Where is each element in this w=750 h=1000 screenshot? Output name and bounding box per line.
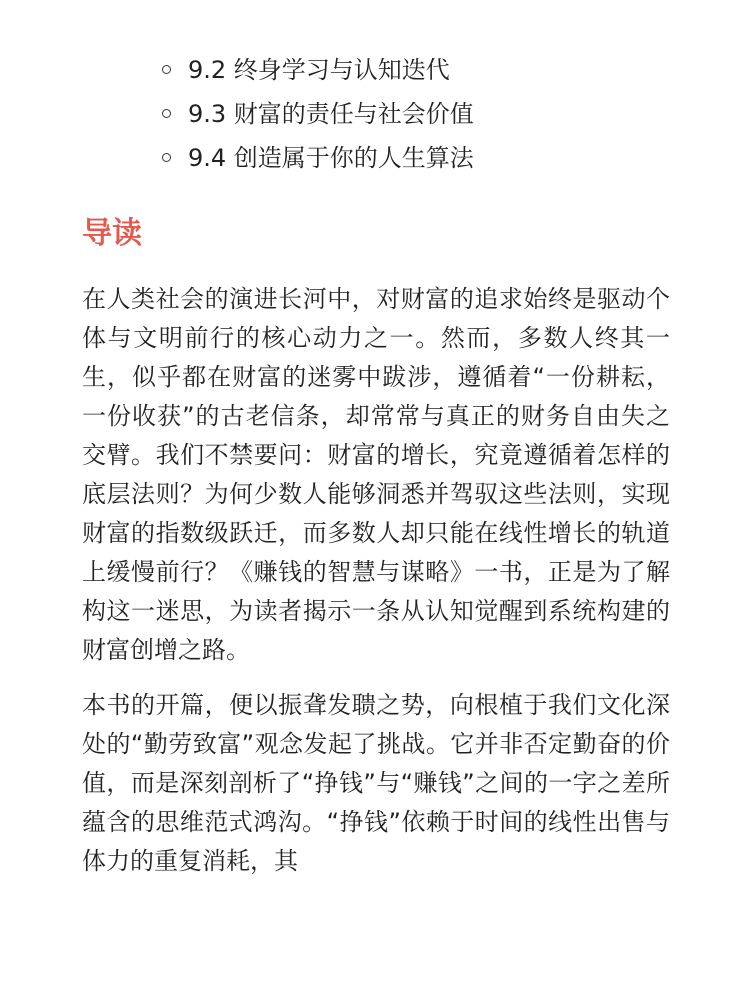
body-paragraph: 本书的开篇，便以振聋发聩之势，向根植于我们文化深处的“勤劳致富”观念发起了挑战。它并非否定勤奋的价值，而是深刻剖析了“挣钱”与“赚钱”之间的一字之差所蕴含的思维范式鸿沟。“挣钱”依赖于时间的线性出售与体力的重复消耗，其 bbox=[82, 691, 670, 875]
toc-item-label: 9.4 创造属于你的人生算法 bbox=[188, 144, 474, 172]
hollow-circle-bullet-icon bbox=[162, 65, 171, 74]
table-of-contents-list bbox=[82, 0, 670, 180]
section-heading: 导读 bbox=[82, 216, 142, 251]
toc-item-9-3[interactable] bbox=[162, 92, 670, 136]
hollow-circle-bullet-icon bbox=[162, 109, 171, 118]
hollow-circle-bullet-icon bbox=[162, 153, 171, 162]
intro-paragraph: 在人类社会的演进长河中，对财富的追求始终是驱动个体与文明前行的核心动力之一。然而，多数人终其一生，似乎都在财富的迷雾中跋涉，遵循着“一份耕耘，一份收获”的古老信条，却常常与真正的财务自由失之交臂。我们不禁要问：财富的增长，究竟遵循着怎样的底层法则？为何少数人能够洞悉并驾驭这些法则，实现财富的指数级跃迁，而多数人却只能在线性增长的轨道上缓慢前行？《赚钱的智慧与谋略》一书，正是为了解构这一迷思，为读者揭示一条从认知觉醒到系统构建的财富创增之路。 bbox=[82, 285, 670, 664]
toc-item-label: 9.3 财富的责任与社会价值 bbox=[188, 100, 474, 128]
toc-item-label: 9.2 终身学习与认知迭代 bbox=[188, 56, 450, 84]
toc-item-9-2[interactable] bbox=[162, 48, 670, 92]
toc-item-9-4[interactable] bbox=[162, 136, 670, 180]
